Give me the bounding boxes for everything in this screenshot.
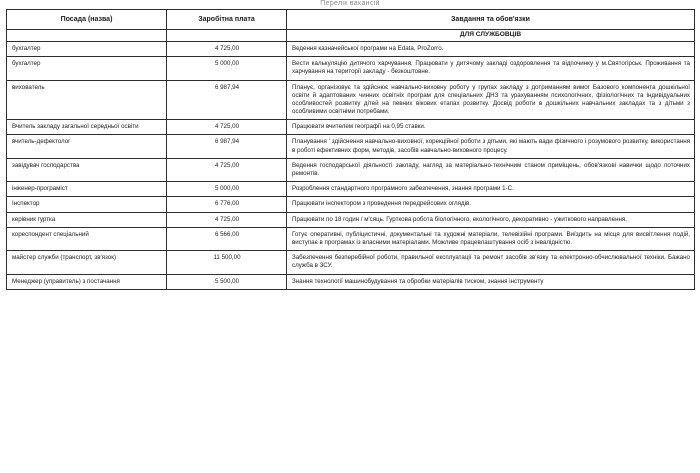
cell-position: Вчитель закладу загальної середньої освіти	[7, 120, 167, 135]
table-row	[7, 41, 695, 56]
section-spacer-salary	[167, 30, 287, 42]
cell-position: інженер-програміст	[7, 182, 167, 197]
cell-position: Менеджер (управитель) з постачання	[7, 274, 167, 289]
table-row	[7, 227, 695, 250]
cell-salary: 5 500,00	[167, 274, 287, 289]
cell-salary: 6 776,00	[167, 197, 287, 212]
cell-tasks: Готує оперативні, публіцистичні, документальні та художні матеріали, телевізійні програми. Виїздить на місця для висвітлення подій, виступає в програмах із власними матеріалами. Можливе працевлаштування осіб з інвалідністю.	[287, 227, 695, 250]
column-header-position: Посада (назва)	[7, 10, 167, 30]
cell-salary: 5 000,00	[167, 182, 287, 197]
table-row	[7, 120, 695, 135]
section-title: ДЛЯ СЛУЖБОВЦІВ	[459, 31, 522, 39]
cell-salary: 4 725,00	[167, 120, 287, 135]
cell-tasks: Працювати вчителем географії на 0,95 ставки.	[287, 120, 695, 135]
cell-tasks: Працювати по 18 годин / м'сяць. Гурткова робота біологічного, екологічного, декоративно - ужиткового направлення.	[287, 212, 695, 227]
cell-salary: 6 987,94	[167, 135, 287, 158]
cell-tasks: Розроблення стандартного програмного забезпечення, знання програми 1-С.	[287, 182, 695, 197]
cell-position: вчитель-дефектолог	[7, 135, 167, 158]
table-row	[7, 197, 695, 212]
cell-salary: 6 566,00	[167, 227, 287, 250]
cell-salary: 4 725,00	[167, 212, 287, 227]
cell-position: завідувач господарства	[7, 158, 167, 181]
cell-tasks: Ведення казначейської програми на Edata, ProZorro.	[287, 41, 695, 56]
table-body	[7, 30, 695, 289]
cell-position: керівник гуртка	[7, 212, 167, 227]
table-row	[7, 274, 695, 289]
cell-salary: 5 000,00	[167, 57, 287, 80]
cell-tasks: Планує, організовує та здійснює навчально-виховну роботу у групах закладу з дотриманням вимог Базового компонента дошкільної освіти й адаптованих чинних освітніх програм для спеціальних ДНЗ та урахуванням психологічних, фізіологічних та індивідуальних особливостей розвитку дітей на певних вікових етапах розвитку. Досвід роботи в дошкільних навчальних закладах та з дітьми з особливими освітніми потребами.	[287, 80, 695, 120]
column-header-salary: Заробітна плата	[167, 10, 287, 30]
table-header-row	[7, 10, 695, 30]
document-faint-title: Перелік вакансій	[320, 0, 380, 7]
cell-position: кореспондент спеціальний	[7, 227, 167, 250]
cell-tasks: Ведення господарської діяльності закладу, нагляд за матеріально-технічним станом приміщень, обов'язкові навички щодо поточних ремонтів.	[287, 158, 695, 181]
cell-tasks: Планування ' здійснення навчально-виховної, корекційної роботи з дітьми, які мають вади фізичного і розумового розвитку, використання в роботі ефективних форм, методів, засобів навчально-виховного процесу.	[287, 135, 695, 158]
table-row	[7, 135, 695, 158]
table-row	[7, 212, 695, 227]
table-row	[7, 80, 695, 120]
cell-salary: 4 725,00	[167, 41, 287, 56]
table-row	[7, 182, 695, 197]
cell-salary: 4 725,00	[167, 158, 287, 181]
cell-tasks: Вести калькуляцію дитячого харчування. Працювати у дитячому закладі оздоровлення та відпочинку у м.Святогірськ. Проживання та харчування на території закладу - безкоштовне.	[287, 57, 695, 80]
table-row	[7, 158, 695, 181]
cell-salary: 6 987,94	[167, 80, 287, 120]
table-header	[7, 10, 695, 30]
cell-salary: 11 500,00	[167, 251, 287, 274]
cell-position: майстер служби (транспорт, зв'язок)	[7, 251, 167, 274]
cell-tasks: Знання технології машинобудування та обробки матеріалів тиском, знання інструменту	[287, 274, 695, 289]
cell-position: бухгалтер	[7, 57, 167, 80]
section-spacer-position	[7, 30, 167, 42]
table-row	[7, 251, 695, 274]
cell-position: бухгалтер	[7, 41, 167, 56]
cell-tasks: Працювати інспектором з проведення передрейсових оглядів.	[287, 197, 695, 212]
column-header-tasks: Завдання та обов'язки	[287, 10, 695, 30]
cell-tasks: Забезпечення безперебійної роботи, правильної експлуатації та ремонт засобів зв'язку та електронно-обчислювальної техніки. Бажано служба в ЗСУ.	[287, 251, 695, 274]
section-header-row	[7, 30, 695, 42]
vacancy-table	[6, 9, 695, 290]
cell-position: вихователь	[7, 80, 167, 120]
section-title-cell	[287, 30, 695, 42]
cell-position: Інспектор	[7, 197, 167, 212]
table-row	[7, 57, 695, 80]
